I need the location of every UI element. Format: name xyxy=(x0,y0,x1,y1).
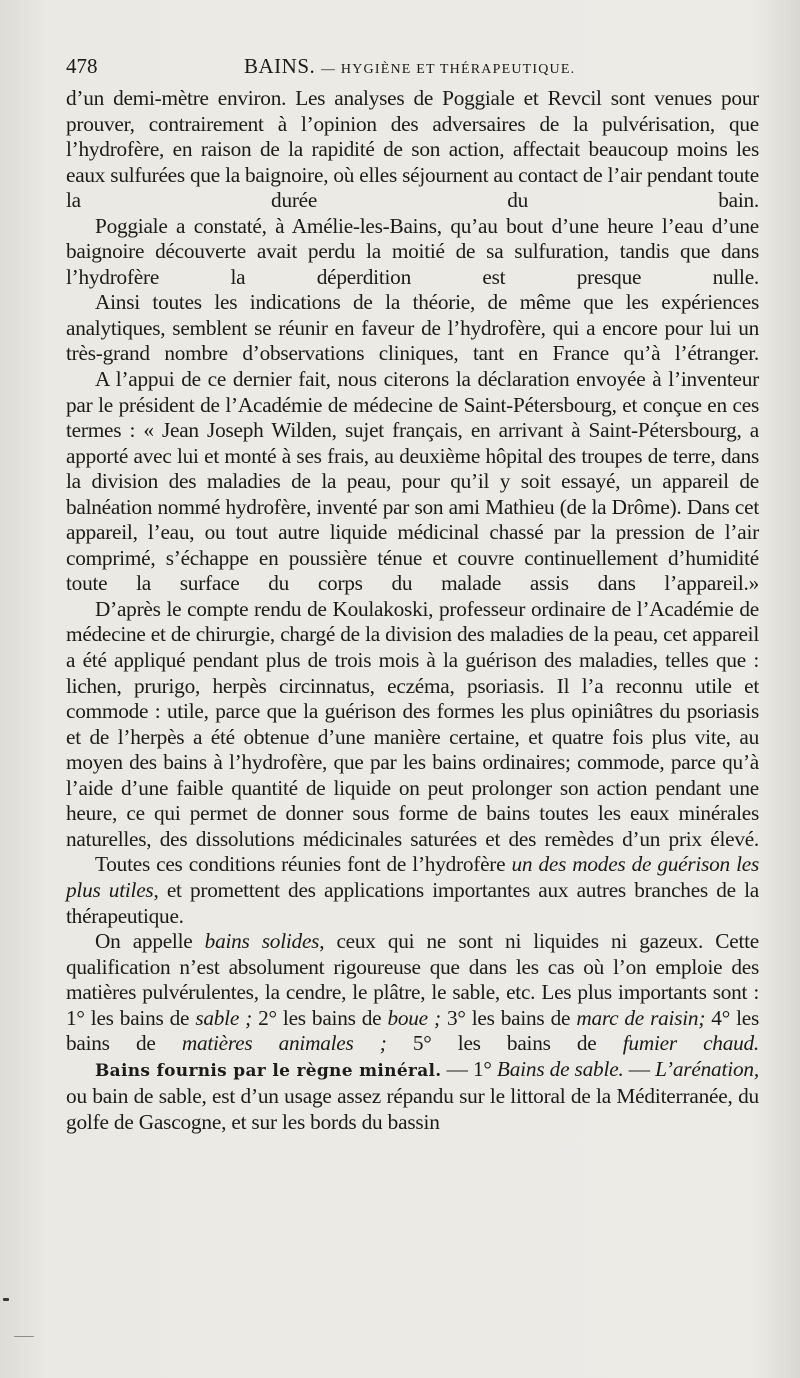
text-run: , ceux qui ne sont ni liquides ni gazeux. Cette qualification n’est absolument rigoureuse que dans les cas où l’on emploie des matières pulvérulentes, la cendre, le plâtre, le sable, etc. Les plus importants sont : 1° les bains de xyxy=(66,929,759,1030)
header-title-main: BAINS. xyxy=(244,54,316,78)
paragraph-5: D’après le compte rendu de Koulakoski, professeur ordinaire de l’Académie de médecine et de chirurgie, chargé de la division des maladies de la peau, cet appareil a été appliqué pendant plus de trois mois à la guérison des maladies, telles que : lichen, prurigo, herpès circinnatus, eczéma, psoriasis. Il l’a reconnu utile et commode : utile, parce que la guérison des formes les plus opiniâtres du psoriasis et de l’herpès a été obtenue d’une manière certaine, et quatre fois plus vite, au moyen des bains à l’hydrofère, que par les bains ordinaires; commode, parce qu’à l’aide d’une faible quantité de liquide on peut prolonger son action pendant une heure, ce qui permet de donner sous forme de bains toutes les eaux minérales naturelles, des dissolutions médicinales saturées et des remèdes d’un prix élevé. xyxy=(66,596,759,851)
body-text xyxy=(66,86,759,1135)
paragraph-3: Ainsi toutes les indications de la théorie, de même que les expériences analytiques, semblent se réunir en faveur de l’hydrofère, qui a encore pour lui un très-grand nombre d’observations cliniques, tant en France qu’à l’étranger. xyxy=(66,290,759,366)
text-run: On appelle xyxy=(95,929,205,954)
header-title xyxy=(244,54,575,79)
paragraph-4: A l’appui de ce dernier fait, nous citerons la déclaration envoyée à l’inventeur par le président de l’Académie de médecine de Saint-Pétersbourg, et conçue en ces termes : « Jean Joseph Wilden, sujet français, en arrivant à Saint-Pétersbourg, a apporté avec lui et monté à ses frais, au deuxième hôpital des troupes de terre, dans la division des maladies de la peau, pour qu’il y soit essayé, un appareil de balnéation nommé hydrofère, inventé par son ami Mathieu (de la Drôme). Dans cet appareil, l’eau, ou tout autre liquide médicinal chassé par la pression de l’air comprimé, s’échappe en poussière ténue et couvre continuellement d’humidité toute la surface du corps du malade assis dans l’appareil.» xyxy=(66,367,759,596)
text-run: 4° les bains de xyxy=(66,1005,759,1056)
text-run: — xyxy=(623,1056,656,1081)
italic-run: Bains de sable. xyxy=(496,1056,624,1081)
italic-run: matières animales ; xyxy=(181,1031,387,1056)
text-run: Toutes ces conditions réunies font de l’hydrofère xyxy=(95,852,512,877)
paragraph-2: Poggiale a constaté, à Amélie-les-Bains, qu’au bout d’une heure l’eau d’une baignoire découverte avait perdu la moitié de sa sulfuration, tandis que dans l’hydrofère la déperdition est presque nulle. xyxy=(66,213,759,289)
page-number: 478 xyxy=(66,54,98,78)
paragraph-7 xyxy=(66,929,759,1057)
paragraph-8-subsection xyxy=(66,1057,759,1136)
header-subtitle: — HYGIÈNE ET THÉRAPEUTIQUE. xyxy=(321,62,576,77)
scan-speck xyxy=(14,1336,34,1337)
italic-run: fumier chaud. xyxy=(622,1031,759,1056)
paragraph-1: d’un demi-mètre environ. Les analyses de Poggiale et Revcil sont venues pour prouver, contrairement à l’opinion des adversaires de la pulvérisation, que l’hydrofère, en raison de la rapidité de son action, affectait beaucoup moins les eaux sulfurées que la baignoire, où elles séjournent au contact de l’air pendant toute la durée du bain. xyxy=(66,86,759,213)
paragraph-6 xyxy=(66,852,759,929)
text-run: 2° les bains de xyxy=(252,1005,388,1030)
text-run: 3° les bains de xyxy=(440,1005,577,1030)
italic-run: L’arénation, xyxy=(655,1056,759,1081)
scan-speck xyxy=(3,1298,9,1301)
text-run: — 1° xyxy=(441,1056,497,1081)
text-run: ou bain de sable, est d’un usage assez répandu sur le littoral de la Méditerranée, du golfe de Gascogne, et sur les bords du bassin xyxy=(66,1084,759,1134)
italic-run: un des modes de guérison les plus utiles xyxy=(66,852,759,902)
italic-run: marc de raisin; xyxy=(576,1005,706,1030)
text-run: , et promettent des applications importantes aux autres branches de la thérapeutique. xyxy=(66,877,760,928)
section-heading: Bains fournis par le règne minéral. xyxy=(95,1060,442,1081)
italic-run: bains solides xyxy=(204,929,320,954)
text-run: 5° les bains de xyxy=(386,1031,623,1056)
italic-run: sable ; xyxy=(195,1005,253,1030)
italic-run: boue ; xyxy=(387,1005,441,1030)
running-header xyxy=(66,50,756,84)
